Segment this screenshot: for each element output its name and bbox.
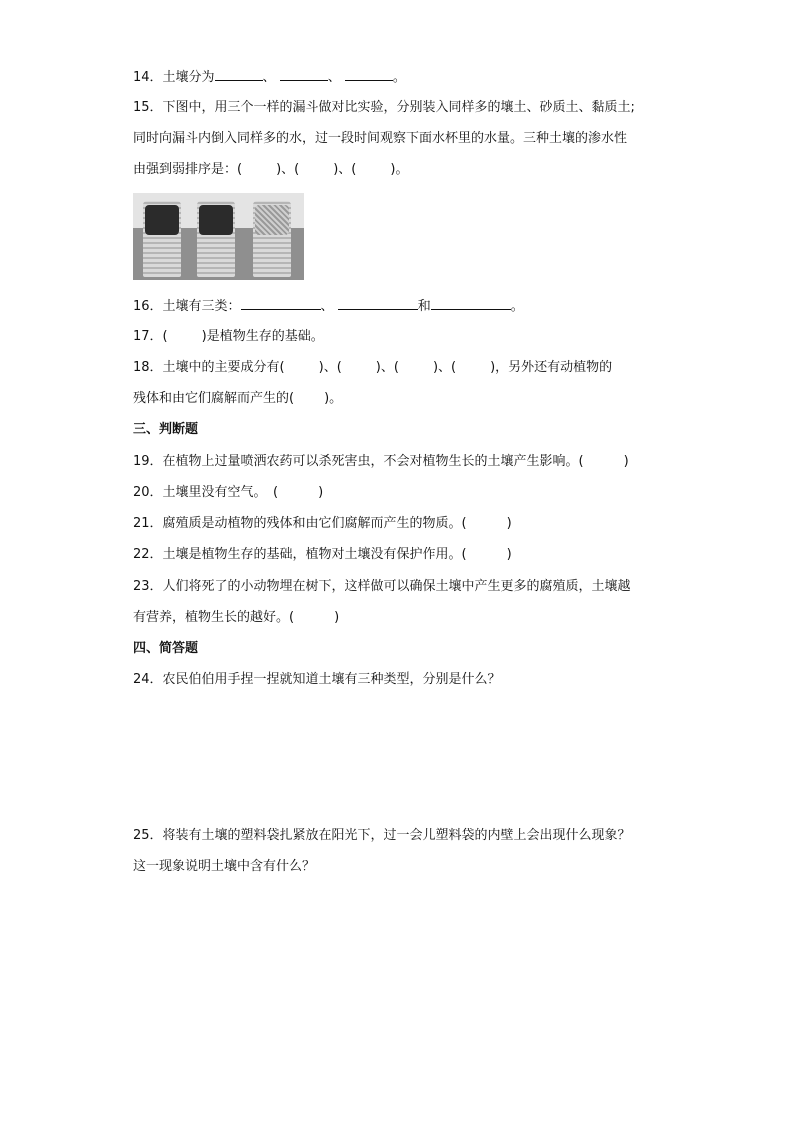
answer-blank[interactable] xyxy=(241,297,321,310)
separator: 。 xyxy=(392,70,406,85)
q18-suffix: )，另外还有动植物的 xyxy=(490,360,613,375)
question-15-line2: 同时向漏斗内倒入同样多的水，过一段时间观察下面水杯里的水量。三种土壤的渗水性 xyxy=(133,131,628,146)
question-20 xyxy=(133,484,323,502)
answer-area-24[interactable] xyxy=(133,695,663,810)
question-15-line1: 15．下图中，用三个一样的漏斗做对比实验，分别装入同样多的壤土、砂质土、黏质土; xyxy=(133,100,635,115)
question-14 xyxy=(133,68,406,87)
section-heading-judgement: 三、判断题 xyxy=(133,422,199,437)
q22-text: 22．土壤是植物生存的基础，植物对土壤没有保护作用。( xyxy=(133,547,467,562)
question-24: 24．农民伯伯用手捏一捏就知道土壤有三种类型，分别是什么？ xyxy=(133,672,501,687)
q15-prefix: 由强到弱排序是：( xyxy=(133,162,243,177)
separator: 、 xyxy=(320,299,334,314)
paren: )、( xyxy=(276,162,300,177)
question-25-line2: 这一现象说明土壤中含有什么？ xyxy=(133,859,316,874)
q23-text: 有营养，植物生长的越好。( xyxy=(133,610,295,625)
answer-blank[interactable] xyxy=(345,68,393,81)
paren: ) xyxy=(623,454,629,469)
soil xyxy=(255,205,289,235)
q16-text: 16．土壤有三类： xyxy=(133,299,241,314)
q18-prefix: 18．土壤中的主要成分有( xyxy=(133,360,285,375)
paren: ) xyxy=(506,547,512,562)
q14-text: 14．土壤分为 xyxy=(133,70,215,85)
q18-line2-prefix: 残体和由它们腐解而产生的( xyxy=(133,391,295,406)
separator: 。 xyxy=(510,299,524,314)
paren: )、( xyxy=(375,360,399,375)
question-18-line2 xyxy=(133,390,342,408)
separator: 、 xyxy=(262,70,276,85)
paren: ) xyxy=(506,516,512,531)
q19-text: 19．在植物上过量喷洒农药可以杀死害虫，不会对植物生长的土壤产生影响。( xyxy=(133,454,584,469)
paren: )、( xyxy=(318,360,342,375)
q17-suffix: )是植物生存的基础。 xyxy=(201,329,324,344)
question-25-line1: 25．将装有土壤的塑料袋扎紧放在阳光下，过一会儿塑料袋的内壁上会出现什么现象？ xyxy=(133,828,631,843)
separator: 、 xyxy=(327,70,341,85)
answer-blank[interactable] xyxy=(280,68,328,81)
soil xyxy=(145,205,179,235)
q17-prefix: 17．( xyxy=(133,329,168,344)
question-23-line1: 23．人们将死了的小动物埋在树下，这样做可以确保土壤中产生更多的腐殖质，土壤越 xyxy=(133,579,631,594)
question-18-line1 xyxy=(133,359,612,377)
paren: ) xyxy=(334,610,340,625)
question-23-line2 xyxy=(133,609,339,627)
q18-line2-suffix: )。 xyxy=(324,391,343,406)
question-17 xyxy=(133,328,324,346)
paren: )、( xyxy=(333,162,357,177)
paren: )。 xyxy=(390,162,409,177)
q20-text: 20．土壤里没有空气。 ( xyxy=(133,485,279,500)
q21-text: 21．腐殖质是动植物的残体和由它们腐解而产生的物质。( xyxy=(133,516,467,531)
funnel-cup-sandy xyxy=(197,201,235,277)
question-16 xyxy=(133,297,524,316)
question-15-line3 xyxy=(133,161,408,179)
question-19 xyxy=(133,453,629,471)
funnel-cup-loam xyxy=(143,201,181,277)
funnel-experiment-photo xyxy=(133,193,304,280)
answer-blank[interactable] xyxy=(215,68,263,81)
section-heading-short-answer: 四、简答题 xyxy=(133,641,199,656)
soil xyxy=(199,205,233,235)
paren: )、( xyxy=(432,360,457,375)
answer-blank[interactable] xyxy=(338,297,418,310)
answer-area-25[interactable] xyxy=(133,885,663,1065)
separator: 和 xyxy=(417,299,431,314)
answer-blank[interactable] xyxy=(431,297,511,310)
question-21 xyxy=(133,515,512,533)
paren: ) xyxy=(318,485,324,500)
question-22 xyxy=(133,546,512,564)
funnel-cup-clay xyxy=(253,201,291,277)
